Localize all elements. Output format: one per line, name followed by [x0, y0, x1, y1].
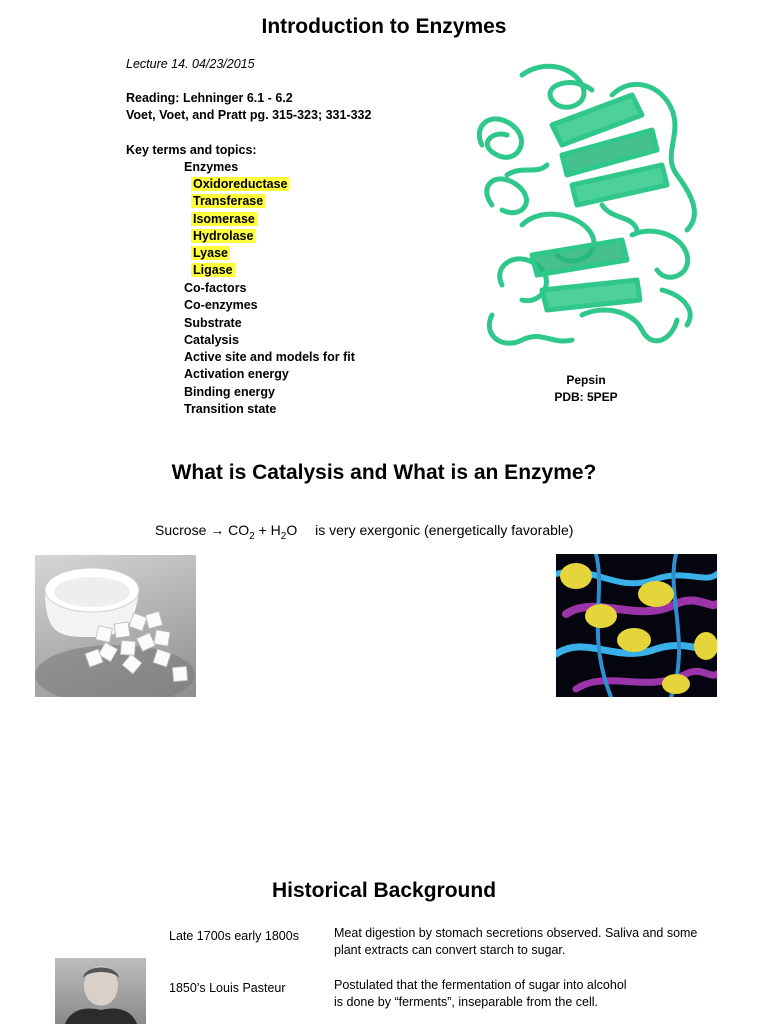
- list-item: Transferase: [193, 194, 264, 209]
- lecture-info: Lecture 14. 04/23/2015: [126, 57, 255, 71]
- list-item: Active site and models for fit: [184, 350, 355, 365]
- list-item: Lyase: [193, 246, 228, 261]
- figure-caption-name: Pepsin: [566, 373, 606, 387]
- section-title-history: Historical Background: [271, 879, 497, 902]
- reading-line-1: Reading: Lehninger 6.1 - 6.2: [126, 91, 293, 105]
- pepsin-structure-image: [462, 55, 712, 355]
- fluorescent-cells-image: [556, 554, 717, 697]
- list-item: Ligase: [193, 263, 233, 278]
- list-item: Binding energy: [184, 384, 275, 399]
- page-title: Introduction to Enzymes: [261, 15, 507, 38]
- history-text-2b: is done by “ferments”, inseparable from the cell.: [334, 995, 599, 1009]
- sugar-cubes-image: [35, 555, 196, 697]
- figure-caption-pdb: PDB: 5PEP: [554, 390, 618, 404]
- list-item: Oxidoreductase: [193, 177, 288, 191]
- pasteur-portrait-image: [55, 958, 146, 1024]
- list-item: Hydrolase: [193, 228, 254, 243]
- key-terms-heading: Key terms and topics:: [126, 143, 257, 157]
- key-terms-list: [184, 280, 355, 418]
- list-item: Activation energy: [184, 367, 289, 382]
- list-item: Substrate: [184, 315, 242, 330]
- list-item: Catalysis: [184, 332, 239, 347]
- enzyme-class-list: [191, 176, 289, 280]
- reading-line-2: Voet, Voet, and Pratt pg. 315-323; 331-332: [126, 108, 372, 122]
- list-item: Co-factors: [184, 281, 247, 295]
- list-item: Co-enzymes: [184, 298, 258, 313]
- history-text-2a: Postulated that the fermentation of sugar into alcohol: [334, 978, 627, 992]
- history-text-1a: Meat digestion by stomach secretions observed. Saliva and some: [334, 926, 698, 940]
- enzymes-label: Enzymes: [184, 160, 239, 174]
- section-title-catalysis: What is Catalysis and What is an Enzyme?: [171, 461, 597, 484]
- history-date-2: 1850’s Louis Pasteur: [169, 981, 286, 995]
- list-item: Isomerase: [193, 211, 255, 226]
- history-date-1: Late 1700s early 1800s: [169, 929, 299, 943]
- list-item: Transition state: [184, 402, 277, 417]
- reaction-equation: Sucrose → $CO_2 + H_2O$ is very exergonic (energetically favorable): [155, 522, 574, 542]
- history-text-1b: plant extracts can convert starch to sugar.: [334, 943, 566, 957]
- arrow-icon: →: [210, 522, 225, 538]
